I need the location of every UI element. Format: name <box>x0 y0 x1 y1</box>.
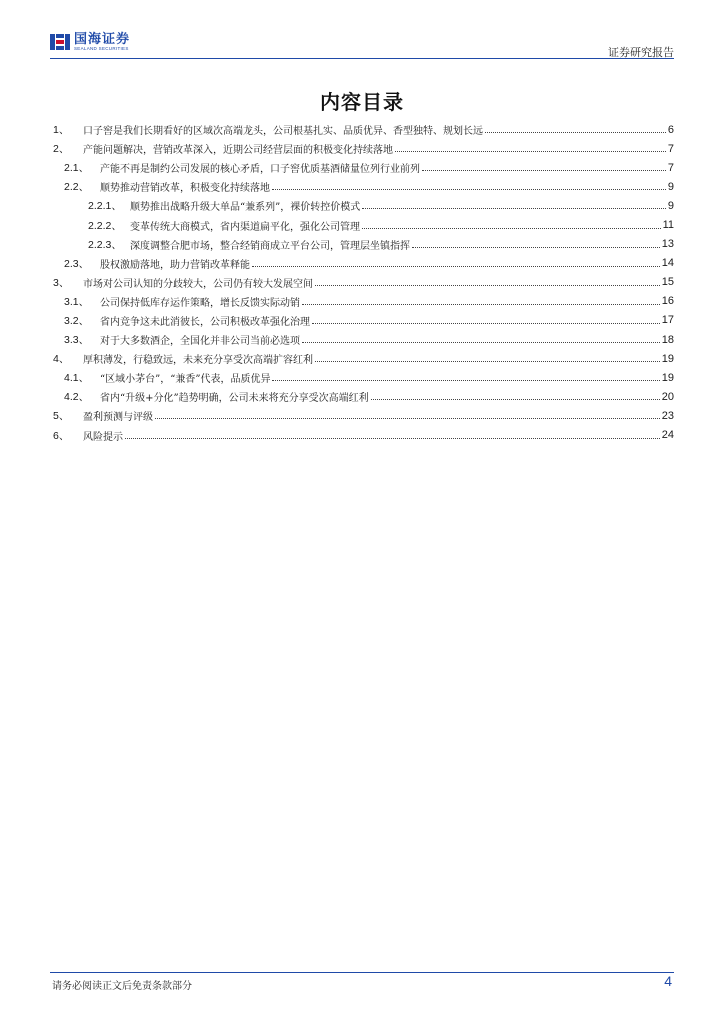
toc-entry-title: 产能不再是制约公司发展的核心矛盾，口子窖优质基酒储量位列行业前列 <box>100 164 420 176</box>
toc-entry-title: 股权激励落地，助力营销改革释能 <box>100 259 250 271</box>
toc-dot-leader <box>315 361 660 362</box>
logo-chinese-name: 国海证券 <box>74 31 131 47</box>
toc-dot-leader <box>362 208 666 209</box>
page-number: 4 <box>664 973 672 989</box>
toc-dot-leader <box>362 228 661 229</box>
toc-entry-title: 省内“升级+分化”趋势明确，公司未来将充分享受次高端红利 <box>100 393 369 405</box>
toc-entry-page: 24 <box>661 429 674 442</box>
toc-entry-page: 18 <box>661 333 674 346</box>
toc-entry-number: 2、 <box>53 143 70 156</box>
toc-dot-leader <box>125 438 660 439</box>
toc-entry-title: 风险提示 <box>83 431 123 443</box>
sealand-logo-icon <box>50 33 70 51</box>
toc-entry-page: 6 <box>667 123 674 136</box>
toc-entry-title: 口子窖是我们长期看好的区域次高端龙头，公司根基扎实、品质优异、香型独特、规划长远 <box>83 126 483 138</box>
toc-entry-number: 4.2、 <box>64 391 90 404</box>
toc-entry-number: 2.2.3、 <box>88 238 122 251</box>
toc-entry[interactable] <box>50 177 674 196</box>
toc-entry-page: 14 <box>661 257 674 270</box>
company-logo <box>50 32 130 52</box>
toc-dot-leader <box>315 285 660 286</box>
toc-entry-number: 4.1、 <box>64 372 90 385</box>
toc-entry-page: 19 <box>661 352 674 365</box>
toc-entry-page: 7 <box>667 161 674 174</box>
toc-entry-page: 9 <box>667 180 674 193</box>
footer-disclaimer: 请务必阅读正文后免责条款部分 <box>52 981 192 992</box>
toc-entry-number: 4、 <box>53 353 70 366</box>
toc-dot-leader <box>395 151 666 152</box>
toc-dot-leader <box>422 170 666 171</box>
toc-entry[interactable] <box>50 235 674 254</box>
toc-entry[interactable] <box>50 254 674 273</box>
toc-entry-page: 17 <box>661 314 674 327</box>
toc-entry-page: 23 <box>661 409 674 422</box>
toc-dot-leader <box>155 418 660 419</box>
toc-entry-title: 盈利预测与评级 <box>83 412 153 424</box>
toc-entry-number: 2.1、 <box>64 162 90 175</box>
toc-entry-title: 市场对公司认知的分歧较大，公司仍有较大发展空间 <box>83 278 313 290</box>
toc-entry-number: 6、 <box>53 429 70 442</box>
table-of-contents <box>50 120 674 445</box>
toc-entry[interactable] <box>50 349 674 368</box>
toc-entry[interactable] <box>50 368 674 387</box>
toc-dot-leader <box>412 247 660 248</box>
toc-entry-title: 对于大多数酒企，全国化并非公司当前必选项 <box>100 336 300 348</box>
toc-entry-page: 11 <box>662 219 674 232</box>
report-type-label: 证券研究报告 <box>608 46 674 59</box>
toc-entry[interactable] <box>50 158 674 177</box>
toc-entry-page: 7 <box>667 142 674 155</box>
toc-dot-leader <box>302 342 660 343</box>
toc-entry[interactable] <box>50 215 674 234</box>
toc-entry-number: 2.3、 <box>64 257 90 270</box>
toc-entry-number: 2.2.1、 <box>88 200 122 213</box>
toc-entry-page: 15 <box>661 276 674 289</box>
toc-entry-number: 3、 <box>53 276 70 289</box>
toc-entry[interactable] <box>50 273 674 292</box>
page-header <box>50 30 674 60</box>
toc-entry-title: 顺势推出战略升级大单品“兼系列”，裸价转控价模式 <box>130 202 361 214</box>
logo-english-name: SEALAND SECURITIES <box>74 45 129 51</box>
toc-entry-number: 3.2、 <box>64 314 90 327</box>
toc-entry[interactable] <box>50 120 674 139</box>
toc-entry-title: 变革传统大商模式，省内渠道扁平化，强化公司管理 <box>130 221 360 233</box>
toc-entry-page: 19 <box>661 371 674 384</box>
toc-entry-title: 公司保持低库存运作策略，增长反馈实际动销 <box>100 297 300 309</box>
toc-entry-title: 深度调整合肥市场，整合经销商成立平台公司，管理层坐镇指挥 <box>130 240 410 252</box>
toc-dot-leader <box>252 266 660 267</box>
toc-entry-page: 16 <box>661 295 674 308</box>
page-title: 内容目录 <box>320 90 404 114</box>
toc-entry[interactable] <box>50 330 674 349</box>
toc-dot-leader <box>272 380 659 381</box>
toc-dot-leader <box>312 323 660 324</box>
toc-entry-number: 5、 <box>53 410 70 423</box>
toc-entry[interactable] <box>50 292 674 311</box>
toc-entry-number: 1、 <box>53 124 70 137</box>
toc-entry-title: “区域小茅台”，“兼香”代表，品质优异 <box>100 374 271 386</box>
toc-entry-title: 产能问题解决，营销改革深入，近期公司经营层面的积极变化持续落地 <box>83 145 393 157</box>
toc-entry-page: 13 <box>661 238 674 251</box>
toc-entry-number: 3.1、 <box>64 295 90 308</box>
header-divider <box>50 58 674 59</box>
toc-entry-title: 厚积薄发，行稳致远，未来充分享受次高端扩容红利 <box>83 355 313 367</box>
toc-entry[interactable] <box>50 387 674 406</box>
toc-entry[interactable] <box>50 196 674 215</box>
toc-entry-number: 2.2、 <box>64 181 90 194</box>
toc-entry[interactable] <box>50 311 674 330</box>
footer-divider <box>50 972 674 973</box>
toc-entry[interactable] <box>50 426 674 445</box>
toc-entry-number: 3.3、 <box>64 334 90 347</box>
toc-dot-leader <box>302 304 660 305</box>
toc-entry[interactable] <box>50 406 674 425</box>
toc-dot-leader <box>272 189 666 190</box>
toc-entry-number: 2.2.2、 <box>88 219 122 232</box>
toc-entry-page: 20 <box>661 390 674 403</box>
toc-dot-leader <box>371 399 660 400</box>
toc-dot-leader <box>485 132 666 133</box>
toc-entry[interactable] <box>50 139 674 158</box>
toc-entry-title: 省内竞争这未此消彼长，公司积极改革强化治理 <box>100 316 310 328</box>
toc-entry-page: 9 <box>667 199 674 212</box>
toc-entry-title: 顺势推动营销改革，积极变化持续落地 <box>100 183 270 195</box>
